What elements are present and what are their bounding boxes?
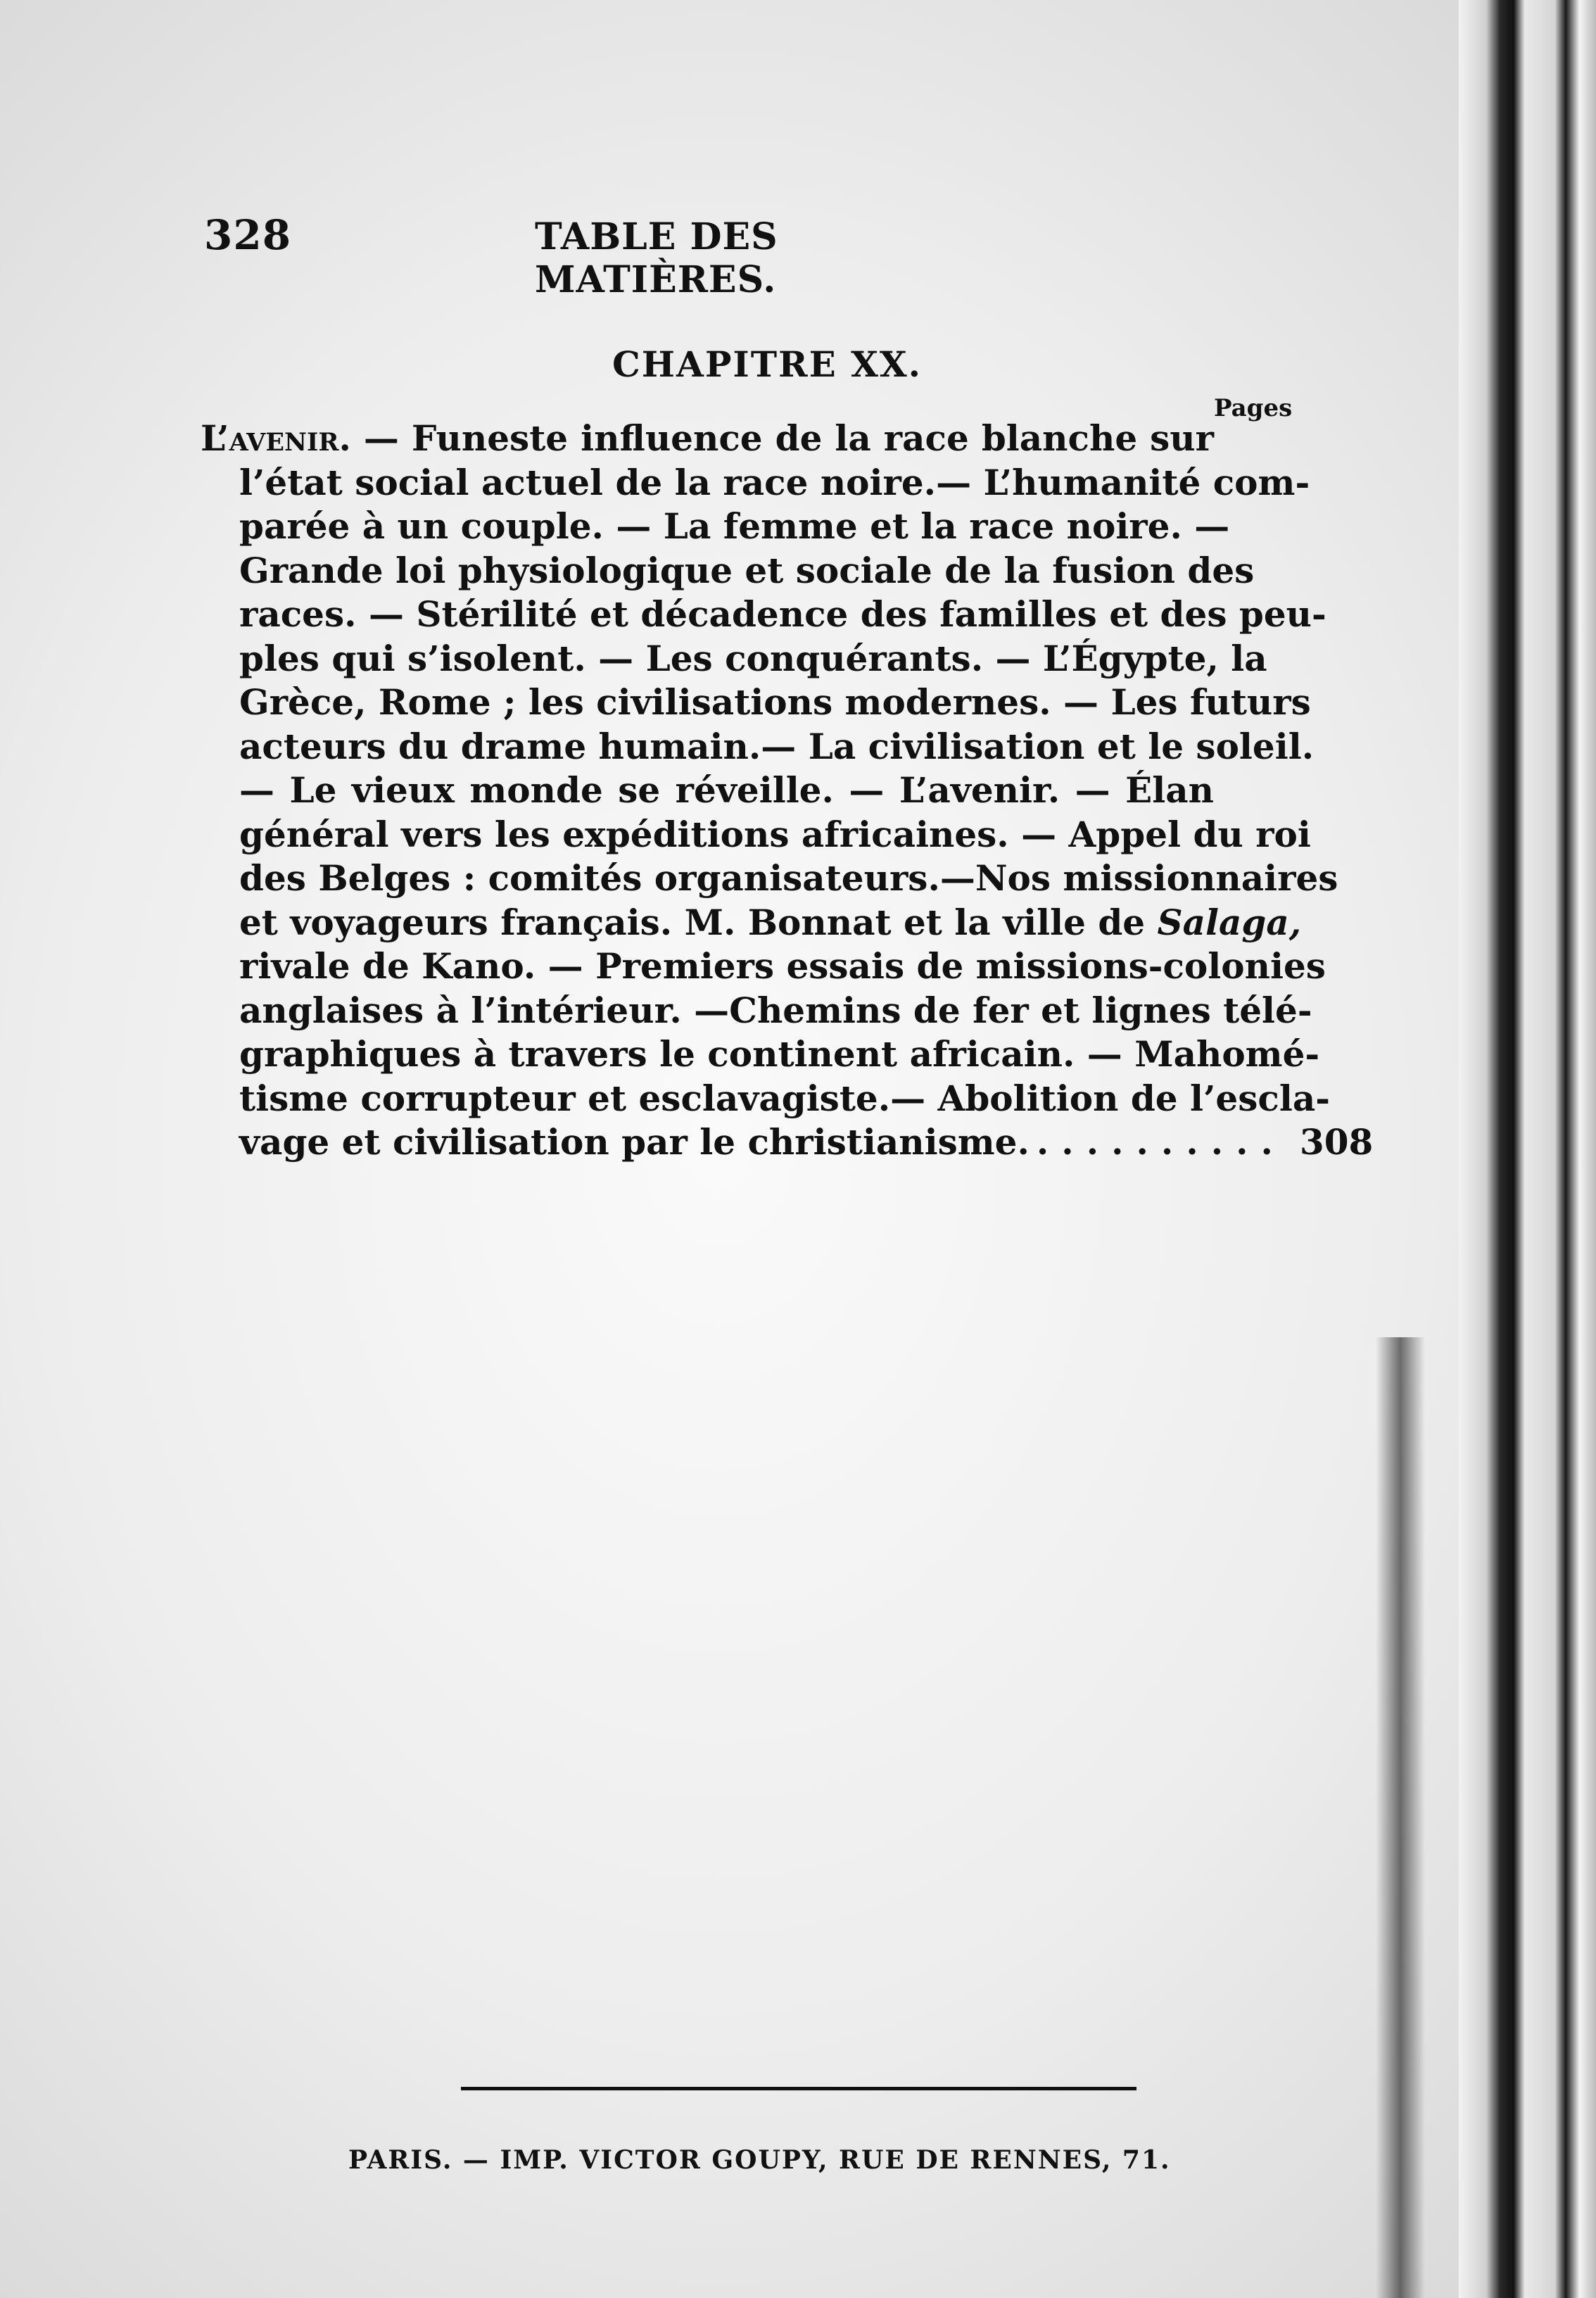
chapter-title: CHAPITRE XX. (612, 343, 923, 385)
page-shadow (1376, 1337, 1425, 2298)
printer-imprint: PARIS. — IMP. VICTOR GOUPY, RUE DE RENNES, 71. (348, 2145, 1171, 2175)
toc-line: l’état social actuel de la race noire.— L’humanité com- (239, 461, 1310, 503)
toc-line: tisme corrupteur et esclavagiste.— Abolition de l’escla- (239, 1077, 1330, 1119)
toc-line-with-place (201, 901, 1302, 945)
toc-entry (201, 417, 1374, 1165)
toc-line: Grèce, Rome ; les civilisations modernes. — Les futurs (239, 681, 1311, 723)
toc-line: acteurs du drame humain.— La civilisation et le soleil. (239, 725, 1315, 767)
toc-last-line (201, 1120, 1374, 1165)
toc-line-text: vage et civilisation par le christianisme. (239, 1121, 1030, 1163)
toc-line: — Le vieux monde se réveille. — L’avenir. — Élan (239, 769, 1214, 811)
page-reference: 308 (1299, 1121, 1374, 1163)
running-head: TABLE DES MATIÈRES. (535, 215, 778, 301)
section-name: L’avenir (201, 417, 339, 459)
toc-line: des Belges : comités organisateurs.—Nos missionnaires (239, 857, 1338, 899)
toc-line-1 (201, 417, 1214, 461)
footer-rule (461, 2087, 1136, 2090)
toc-line: races. — Stérilité et décadence des familles et des peu- (239, 593, 1326, 635)
toc-line: ples qui s’isolent. — Les conquérants. — L’Égypte, la (239, 637, 1267, 679)
toc-line: général vers les expéditions africaines. — Appel du roi (239, 813, 1311, 855)
binding-edge (1459, 0, 1596, 2298)
pages-column-label: Pages (1214, 394, 1293, 422)
toc-line: anglaises à l’intérieur. —Chemins de fer et lignes télé- (239, 989, 1312, 1031)
dot-leader: .......... (1036, 1121, 1286, 1163)
page-header (204, 211, 964, 301)
toc-line-text: et voyageurs français. M. Bonnat et la ville de (239, 901, 1146, 943)
page-number: 328 (204, 211, 292, 259)
place-name: Salaga, (1157, 901, 1302, 943)
toc-line: Grande loi physiologique et sociale de la fusion des (239, 549, 1255, 591)
toc-line: rivale de Kano. — Premiers essais de missions-colonies (239, 945, 1326, 987)
toc-line: parée à un couple. — La femme et la race noire. — (239, 505, 1230, 547)
toc-line: graphiques à travers le continent africain. — Mahomé- (239, 1033, 1320, 1075)
toc-line-text: . — Funeste influence de la race blanche sur (338, 417, 1214, 459)
